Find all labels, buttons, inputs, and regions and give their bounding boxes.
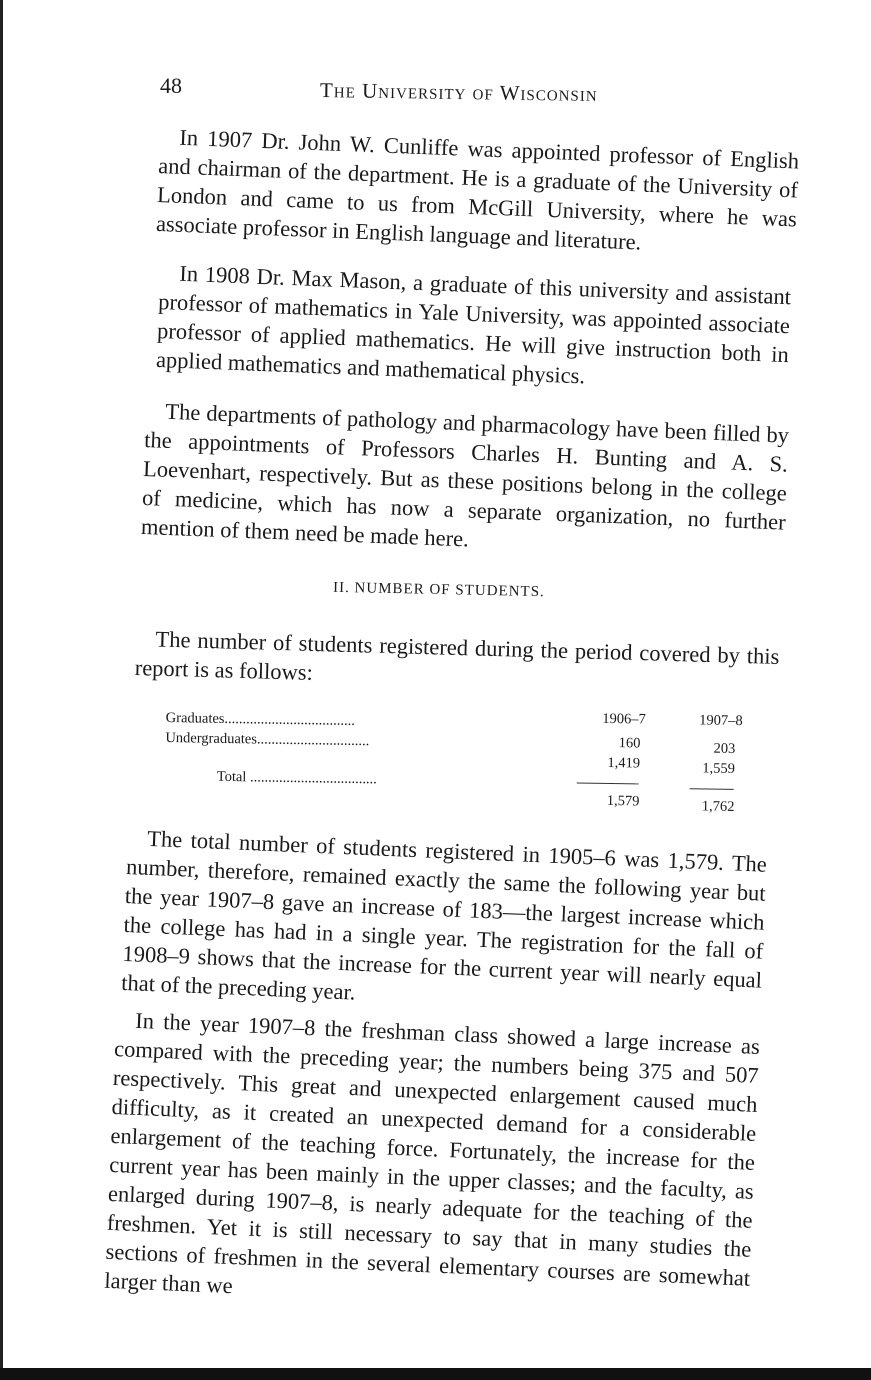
scan-bottom-edge [0, 1368, 871, 1380]
row-value-1907: 1,559 [702, 760, 736, 777]
row-label: Undergraduates [165, 729, 258, 748]
row-leader: .................................... [224, 710, 356, 729]
row-label: Total [216, 768, 247, 786]
page-number: 48 [160, 73, 182, 98]
paragraph-cunliffe: In 1907 Dr. John W. Cunliffe was appointed professor of English and chairman of the department. He is a graduate of the University of London and came to us from McGill University, where he was associate professor in English language and literature. [155, 124, 800, 255]
paragraph-total-students: The total number of students registered in 1905–6 was 1,579. The number, therefore, remained exactly the same the following year but the year 1907–8 gave an increase of 183—the largest increase which the college has had in a single year. The registration for the fall of 1908–9 shows that the increase for the current year will nearly equal that of the preceding year. [120, 825, 768, 1005]
paragraph-mason: In 1908 Dr. Max Mason, a graduate of this university and assistant professor of mathematics in Yale University, was appointed associate professor of applied mathematics. He will give instruction both in applied mathematics and mathematical physics. [155, 260, 792, 389]
scan-edge [0, 0, 3, 1380]
row-value-1906: 1,419 [607, 754, 641, 772]
running-head: The University of Wisconsin [319, 78, 598, 106]
column-header-1907: 1907–8 [699, 712, 743, 730]
table-row-total [165, 768, 765, 815]
row-label: Graduates [165, 709, 225, 727]
section-heading: II. NUMBER OF STUDENTS. [332, 579, 545, 601]
row-leader: ................................... [249, 769, 377, 788]
row-leader: ............................... [256, 731, 370, 750]
paragraph-freshman-class: In the year 1907–8 the freshman class showed a large increase as compared with the preceding year; the numbers being 375 and 507 respectively. This great and unexpected enlargement caused much difficulty, as it created an unexpected demand for a considerable enlargement of the teaching force. Fortunately, the increase for the current year has been mainly in the upper classes; and the faculty, as enlarged during 1907–8, is nearly adequate for the teaching of the freshmen. Yet it is still necessary to say that in many studies the sections of freshmen in the several elementary courses are somewhat larger than we [103, 1007, 761, 1299]
paragraph-pathology: The departments of pathology and pharmacology have been filled by the appointments of Professors Charles H. Bunting and A. S. Loevenhart, respectively. But as these positions belong in the college of medicine, which has now a separate organization, no further mention of them need be made here. [140, 398, 790, 552]
column-header-1906: 1906–7 [602, 710, 646, 728]
paragraph-intro-table: The number of students registered during the period covered by this report is as follows: [134, 626, 780, 685]
row-value-1906: 1,579 [606, 792, 640, 810]
row-value-1907: 1,762 [701, 798, 735, 815]
row-value-1907: 203 [713, 740, 736, 757]
student-stats-table [164, 700, 766, 819]
row-value-1906: 160 [618, 735, 641, 752]
